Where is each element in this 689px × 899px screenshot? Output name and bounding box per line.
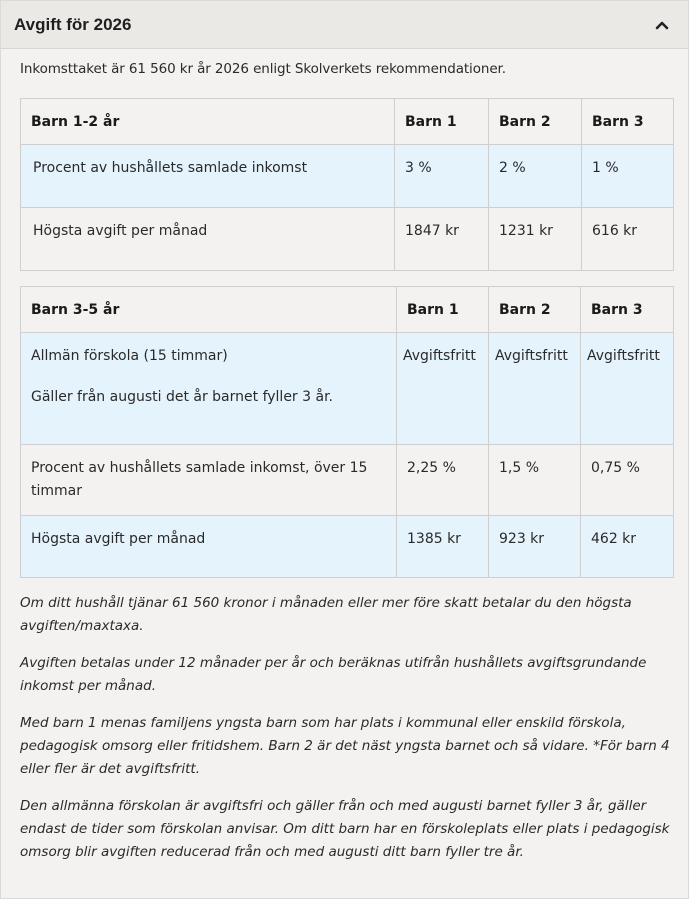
table-cell: 462 kr <box>581 516 674 578</box>
table-row <box>21 445 674 516</box>
note-paragraph: Avgiften betalas under 12 månader per år och beräknas utifrån hushållets avgiftsgrundande inkomst per månad. <box>20 655 647 694</box>
row-label <box>21 333 397 445</box>
fee-table-age-3-5 <box>20 286 674 578</box>
row-label: Procent av hushållets samlade inkomst <box>21 145 395 208</box>
table-row <box>21 208 674 271</box>
row-label: Högsta avgift per månad <box>21 208 395 271</box>
column-header: Barn 2 <box>489 287 581 333</box>
chevron-up-icon[interactable] <box>654 17 670 33</box>
row-label: Högsta avgift per månad <box>21 516 397 578</box>
table-cell: 616 kr <box>582 208 674 271</box>
table-row <box>21 333 674 445</box>
table-cell: 923 kr <box>489 516 581 578</box>
table-cell: Avgiftsfritt <box>397 333 489 445</box>
table-header-row <box>21 99 674 145</box>
column-header: Barn 1 <box>397 287 489 333</box>
column-header: Barn 3-5 år <box>21 287 397 333</box>
row-note-text: Gäller från augusti det år barnet fyller 3 år. <box>31 389 333 405</box>
table-cell: 1 % <box>582 145 674 208</box>
accordion-title: Avgift för 2026 <box>14 14 132 34</box>
table-cell: 2,25 % <box>397 445 489 516</box>
table-cell: Avgiftsfritt <box>489 333 581 445</box>
column-header: Barn 3 <box>582 99 674 145</box>
accordion-header[interactable] <box>1 1 688 49</box>
note-paragraph: Med barn 1 menas familjens yngsta barn som har plats i kommunal eller enskild förskola, pedagogisk omsorg eller fritidshem. Barn 2 är det näst yngsta barnet och så vidare. *För barn 4 eller fler är det avgiftsfritt. <box>20 715 670 777</box>
table-row <box>21 145 674 208</box>
table-cell: 1231 kr <box>489 208 582 271</box>
fee-notes <box>20 592 675 878</box>
table-cell: 0,75 % <box>581 445 674 516</box>
column-header: Barn 1 <box>395 99 489 145</box>
table-cell: 2 % <box>489 145 582 208</box>
note-paragraph: Den allmänna förskolan är avgiftsfri och gäller från och med augusti barnet fyller 3 år, gäller endast de tider som förskolan anvisar. Om ditt barn har en förskoleplats eller plats i pedagogisk omsorg blir avgiften reducerad från och med augusti ditt barn fyller tre år. <box>20 798 670 860</box>
table-header-row <box>21 287 674 333</box>
income-ceiling-text: Inkomsttaket är 61 560 kr år 2026 enligt Skolverkets rekommendationer. <box>20 61 506 77</box>
table-cell: 3 % <box>395 145 489 208</box>
fee-table-age-1-2 <box>20 98 674 271</box>
column-header: Barn 3 <box>581 287 674 333</box>
table-row <box>21 516 674 578</box>
table-cell: Avgiftsfritt <box>581 333 674 445</box>
table-cell: 1847 kr <box>395 208 489 271</box>
table-cell: 1,5 % <box>489 445 581 516</box>
column-header: Barn 1-2 år <box>21 99 395 145</box>
table-cell: 1385 kr <box>397 516 489 578</box>
row-label-text: Allmän förskola (15 timmar) <box>31 348 228 364</box>
column-header: Barn 2 <box>489 99 582 145</box>
note-paragraph: Om ditt hushåll tjänar 61 560 kronor i månaden eller mer före skatt betalar du den högsta avgiften/maxtaxa. <box>20 595 632 634</box>
row-label: Procent av hushållets samlade inkomst, över 15 timmar <box>21 445 397 516</box>
